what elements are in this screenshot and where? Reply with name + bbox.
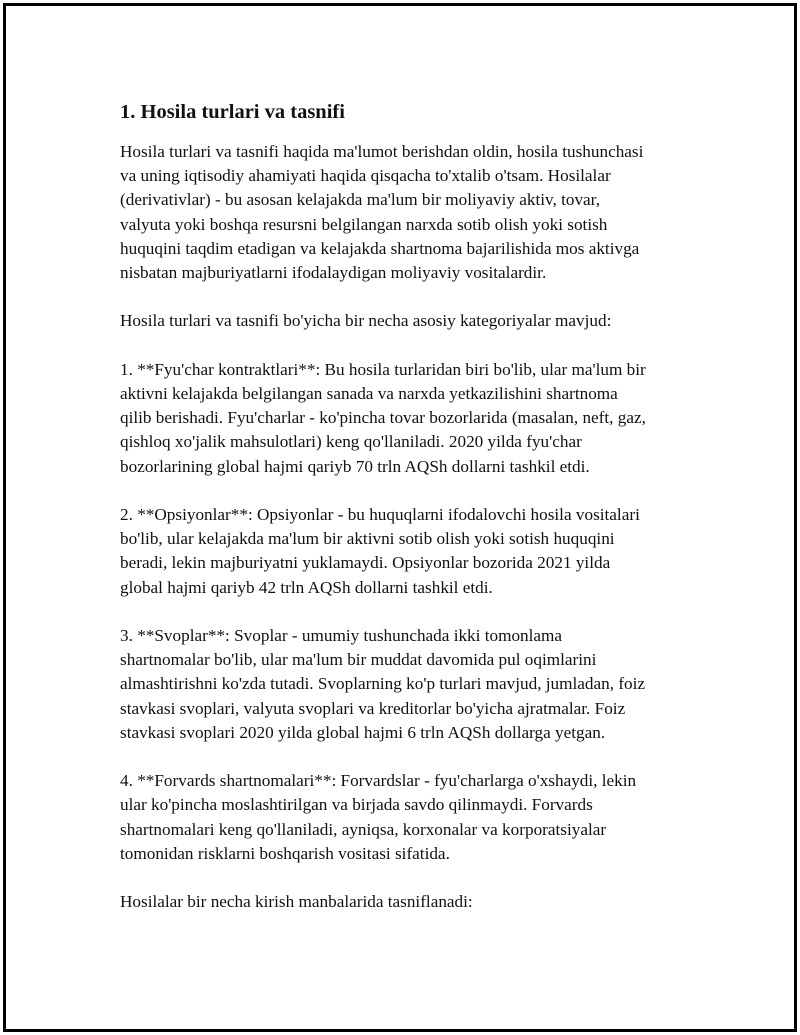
paragraph-line: nisbatan majburiyatlarni ifodalaydigan moliyaviy vositalardir. (120, 263, 547, 283)
paragraph (120, 890, 700, 914)
document-body (120, 98, 700, 939)
paragraph-line: Hosila turlari va tasnifi bo'yicha bir necha asosiy kategoriyalar mavjud: (120, 311, 612, 331)
paragraph-line: qilib berishadi. Fyu'charlar - ko'pincha tovar bozorlarida (masalan, neft, gaz, (120, 408, 646, 428)
paragraph (120, 769, 700, 866)
paragraph-line: huquqini taqdim etadigan va kelajakda shartnoma bajarilishida mos aktivga (120, 238, 640, 258)
paragraph-line: 4. **Forvards shartnomalari**: Forvardslar - fyu'charlarga o'xshaydi, lekin (120, 771, 637, 791)
paragraph-line: stavkasi svoplari, valyuta svoplari va kreditorlar bo'yicha ajratmalar. Foiz (120, 698, 626, 718)
paragraph-line: 3. **Svoplar**: Svoplar - umumiy tushunchada ikki tomonlama (120, 626, 563, 645)
page-frame (3, 3, 797, 1032)
paragraph-line: qishloq xo'jalik mahsulotlari) keng qo'llaniladi. 2020 yilda fyu'char (120, 432, 582, 452)
paragraph (120, 624, 700, 745)
paragraph-line: shartnomalari keng qo'llaniladi, ayniqsa, korxonalar va korporatsiyalar (120, 819, 607, 839)
paragraph (120, 309, 700, 333)
paragraph-line: valyuta yoki boshqa resursni belgilangan narxda sotib olish yoki sotish (120, 214, 608, 234)
paragraph-line: bo'lib, ular kelajakda ma'lum bir aktivni sotib olish yoki sotish huquqini (120, 529, 615, 549)
paragraph-line: 2. **Opsiyonlar**: Opsiyonlar - bu huquqlarni ifodalovchi hosila vositalari (120, 505, 640, 524)
paragraph-line: (derivativlar) - bu asosan kelajakda ma'lum bir moliyaviy aktiv, tovar, (120, 190, 601, 210)
paragraph-line: shartnomalar bo'lib, ular ma'lum bir muddat davomida pul oqimlarini (120, 650, 597, 670)
paragraph-line: va uning iqtisodiy ahamiyati haqida qisqacha to'xtalib o'tsam. Hosilalar (120, 166, 611, 186)
paragraph-line: ular ko'pincha moslashtirilgan va birjada savdo qilinmaydi. Forvards (120, 795, 593, 815)
document-title: 1. Hosila turlari va tasnifi (120, 101, 345, 123)
paragraph-line: global hajmi qariyb 42 trln AQSh dollarni tashkil etdi. (120, 577, 493, 597)
paragraph (120, 140, 700, 285)
paragraph-line: bozorlarining global hajmi qariyb 70 trln AQSh dollarni tashkil etdi. (120, 456, 590, 476)
paragraph (120, 358, 700, 479)
paragraph-line: 1. **Fyu'char kontraktlari**: Bu hosila turlaridan biri bo'lib, ular ma'lum bir (120, 359, 646, 379)
paragraph (120, 503, 700, 600)
paragraph-line: Hosila turlari va tasnifi haqida ma'lumot berishdan oldin, hosila tushunchasi (120, 142, 644, 161)
paragraph-line: Hosilalar bir necha kirish manbalarida tasniflanadi: (120, 892, 473, 912)
paragraph-line: stavkasi svoplari 2020 yilda global hajmi 6 trln AQSh dollarga yetgan. (120, 722, 606, 742)
paragraph-line: beradi, lekin majburiyatni yuklamaydi. Opsiyonlar bozorida 2021 yilda (120, 553, 611, 573)
paragraph-line: tomonidan risklarni boshqarish vositasi sifatida. (120, 843, 450, 863)
paragraph-line: almashtirishni ko'zda tutadi. Svoplarning ko'p turlari mavjud, jumladan, foiz (120, 674, 646, 694)
paragraph-line: aktivni kelajakda belgilangan sanada va narxda yetkazilishini shartnoma (120, 384, 618, 403)
paragraph-list (120, 140, 700, 914)
